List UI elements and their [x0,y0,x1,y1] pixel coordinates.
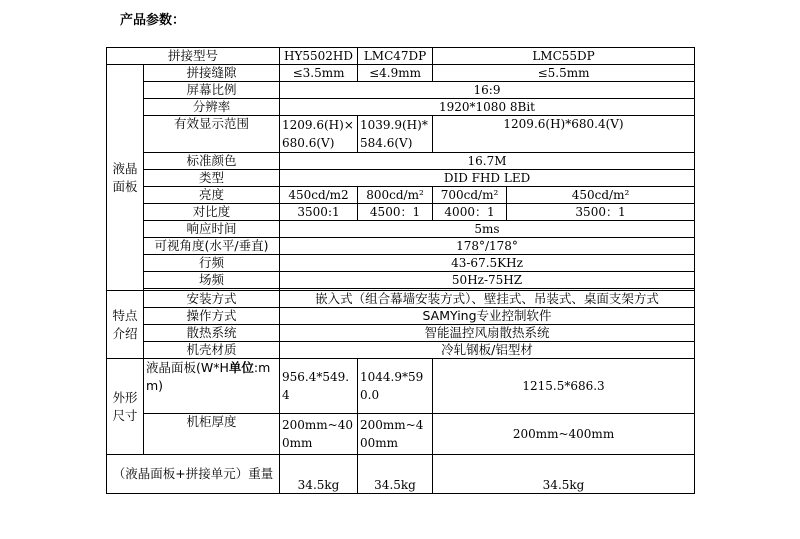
row-label: 可视角度(水平/垂直) [144,238,280,255]
value-cell: 1215.5*686.3 [433,359,695,414]
value-cell: 1920*1080 8Bit [280,99,695,116]
value-cell: 200mm~400mm [358,414,433,455]
table-row [107,170,695,187]
row-label: 有效显示范围 [144,116,280,153]
value-cell: 700cd/m² [433,187,507,204]
table-row [107,204,695,221]
spec-table [106,47,695,494]
table-row [107,221,695,238]
row-label: 分辨率 [144,99,280,116]
value-cell: ≤4.9mm [358,65,433,82]
value-cell: ≤5.5mm [433,65,695,82]
table-row [107,359,695,414]
row-label: 响应时间 [144,221,280,238]
value-cell: 4500：1 [358,204,433,221]
value-cell: 1209.6(H)×680.6(V) [280,116,358,153]
row-label: （液晶面板+拼接单元）重量 [107,455,280,494]
table-row [107,116,695,153]
row-label: 机柜厚度 [144,414,280,455]
model-cell: LMC55DP [433,48,695,65]
table-row [107,325,695,342]
table-row [107,455,695,494]
value-cell: 800cd/m² [358,187,433,204]
table-row [107,414,695,455]
value-cell: 200mm~400mm [433,414,695,455]
header-cell: 拼接型号 [107,48,280,65]
value-cell: 34.5kg [433,455,695,494]
value-cell: 50Hz-75HZ [280,272,695,289]
table-row [107,272,695,289]
table-row [107,187,695,204]
value-cell: 1209.6(H)*680.4(V) [433,116,695,153]
row-label: 拼接缝隙 [144,65,280,82]
table-row [107,82,695,99]
value-cell: DID FHD LED [280,170,695,187]
table-row [107,291,695,308]
table-row [107,65,695,82]
row-label: 操作方式 [144,308,280,325]
row-label: 机壳材质 [144,342,280,359]
model-cell: HY5502HD [280,48,358,65]
row-label: 对比度 [144,204,280,221]
row-label: 屏幕比例 [144,82,280,99]
value-cell: 5ms [280,221,695,238]
row-label: 场频 [144,272,280,289]
group-label: 液晶面板 [107,65,144,291]
value-cell: 智能温控风扇散热系统 [280,325,695,342]
row-label: 类型 [144,170,280,187]
value-cell: 嵌入式（组合幕墙安装方式）、壁挂式、吊装式、桌面支架方式 [280,291,695,308]
table-row [107,342,695,359]
table-row [107,48,695,65]
value-cell: 1044.9*590.0 [358,359,433,414]
value-cell: 16:9 [280,82,695,99]
value-cell: 4000：1 [433,204,507,221]
row-label: 标准颜色 [144,153,280,170]
table-row [107,308,695,325]
row-label: 散热系统 [144,325,280,342]
value-cell: 1039.9(H)*584.6(V) [358,116,433,153]
value-cell: 178°/178° [280,238,695,255]
value-cell: 3500：1 [507,204,695,221]
table-row [107,238,695,255]
model-cell: LMC47DP [358,48,433,65]
value-cell: 34.5kg [358,455,433,494]
value-cell: 200mm~400mm [280,414,358,455]
value-cell: 冷轧钢板/铝型材 [280,342,695,359]
value-cell: 16.7M [280,153,695,170]
value-cell: 956.4*549.4 [280,359,358,414]
value-cell: 3500:1 [280,204,358,221]
row-label: 液晶面板(W*H单位:mm) [144,359,280,414]
row-label: 行频 [144,255,280,272]
value-cell: 34.5kg [280,455,358,494]
table-row [107,99,695,116]
value-cell: SAMYing专业控制软件 [280,308,695,325]
table-row [107,153,695,170]
group-label: 外形尺寸 [107,359,144,455]
row-label: 亮度 [144,187,280,204]
value-cell: 450cd/m² [507,187,695,204]
table-row [107,255,695,272]
group-label: 特点介绍 [107,291,144,359]
value-cell: 450cd/m2 [280,187,358,204]
value-cell: 43-67.5KHz [280,255,695,272]
value-cell: ≤3.5mm [280,65,358,82]
row-label: 安装方式 [144,291,280,308]
page-heading: 产品参数： [120,13,186,28]
